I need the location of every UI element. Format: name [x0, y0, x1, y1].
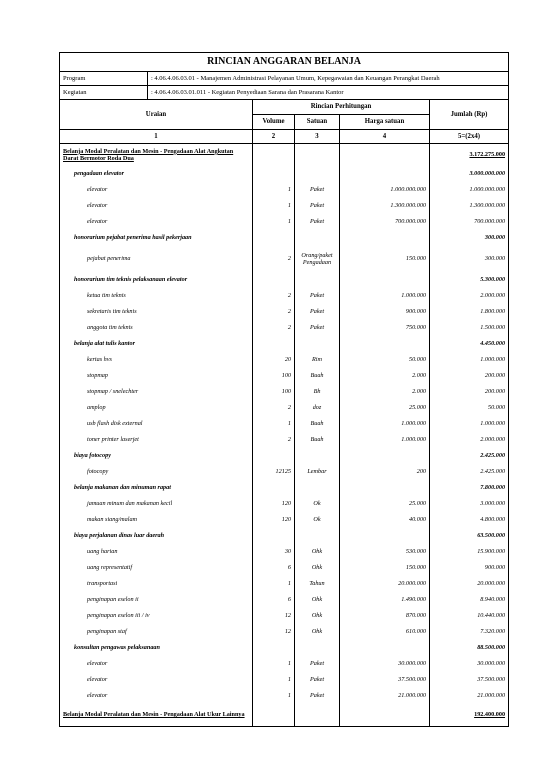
header-volume: Volume [253, 115, 295, 130]
item-label: ketua tim teknis [60, 288, 253, 304]
item-label: anggota tim teknis [60, 320, 253, 336]
item-total: 10.440.000 [430, 608, 509, 624]
item-label: uang representatif [60, 560, 253, 576]
table-row [60, 246, 509, 272]
item-label: elevator [60, 198, 253, 214]
item-satuan: Lembar [295, 464, 340, 480]
item-satuan: Ohk [295, 624, 340, 640]
colnum-2: 2 [253, 130, 295, 144]
category-total: 2.425.000 [430, 448, 509, 464]
item-harga: 150.000 [340, 246, 430, 272]
item-total: 2.425.000 [430, 464, 509, 480]
item-volume: 2 [253, 320, 295, 336]
colnum-5: 5=(2x4) [430, 130, 509, 144]
table-row [60, 182, 509, 198]
table-row [60, 624, 509, 640]
category-label: belanja makanan dan minuman rapat [60, 480, 253, 496]
header-uraian: Uraian [60, 100, 253, 130]
category-row [60, 448, 509, 464]
table-row [60, 576, 509, 592]
volume-cell [253, 528, 295, 544]
item-label: fotocopy [60, 464, 253, 480]
satuan-cell [295, 144, 340, 167]
volume-cell [253, 480, 295, 496]
item-label: penginapan staf [60, 624, 253, 640]
item-label: kertas hvs [60, 352, 253, 368]
item-label: elevator [60, 688, 253, 704]
table-row [60, 512, 509, 528]
item-volume: 12 [253, 624, 295, 640]
item-harga: 20.000.000 [340, 576, 430, 592]
item-total: 200.000 [430, 368, 509, 384]
satuan-cell [295, 704, 340, 727]
item-harga: 900.000 [340, 304, 430, 320]
item-volume: 1 [253, 182, 295, 198]
section-row [60, 144, 509, 167]
harga-cell [340, 528, 430, 544]
volume-cell [253, 272, 295, 288]
section-label: Belanja Modal Peralatan dan Mesin - Pengadaan Alat Ukur Lainnya [60, 704, 253, 727]
section-label: Belanja Modal Peralatan dan Mesin - Pengadaan Alat Angkutan Darat Bermotor Roda Dua [60, 144, 253, 167]
table-row [60, 288, 509, 304]
category-total: 300.000 [430, 230, 509, 246]
item-label: amplop [60, 400, 253, 416]
item-volume: 2 [253, 246, 295, 272]
table-row [60, 432, 509, 448]
item-satuan: Paket [295, 182, 340, 198]
item-total: 8.940.000 [430, 592, 509, 608]
item-label: jamuan minum dan makanan kecil [60, 496, 253, 512]
volume-cell [253, 166, 295, 182]
item-label: penginapan eselon ii [60, 592, 253, 608]
item-volume: 100 [253, 384, 295, 400]
item-label: elevator [60, 182, 253, 198]
category-row [60, 480, 509, 496]
item-harga: 1.000.000 [340, 432, 430, 448]
item-satuan: Ok [295, 512, 340, 528]
budget-document [59, 52, 508, 727]
item-volume: 2 [253, 400, 295, 416]
header-rincian: Rincian Perhitungan [253, 100, 430, 115]
item-total: 2.000.000 [430, 288, 509, 304]
kegiatan-label: Kegiatan [60, 86, 148, 100]
item-harga: 2.000 [340, 368, 430, 384]
section-total: 3.172.275.000 [430, 144, 509, 167]
category-total: 63.500.000 [430, 528, 509, 544]
item-harga: 700.000.000 [340, 214, 430, 230]
satuan-cell [295, 640, 340, 656]
item-total: 1.000.000 [430, 416, 509, 432]
item-harga: 1.000.000.000 [340, 182, 430, 198]
category-row [60, 230, 509, 246]
item-satuan: Paket [295, 304, 340, 320]
harga-cell [340, 230, 430, 246]
item-volume: 100 [253, 368, 295, 384]
item-harga: 1.300.000.000 [340, 198, 430, 214]
item-satuan: Paket [295, 214, 340, 230]
item-satuan: Buah [295, 416, 340, 432]
document-title: RINCIAN ANGGARAN BELANJA [60, 53, 509, 72]
item-harga: 870.000 [340, 608, 430, 624]
item-volume: 1 [253, 198, 295, 214]
item-volume: 1 [253, 656, 295, 672]
category-row [60, 272, 509, 288]
satuan-cell [295, 272, 340, 288]
item-total: 7.320.000 [430, 624, 509, 640]
harga-cell [340, 272, 430, 288]
header-satuan: Satuan [295, 115, 340, 130]
table-row [60, 416, 509, 432]
section-total: 192.400.000 [430, 704, 509, 727]
table-row [60, 214, 509, 230]
item-satuan: Ok [295, 496, 340, 512]
item-label: usb flash disk external [60, 416, 253, 432]
table-row [60, 544, 509, 560]
category-label: honorarium tim teknis pelaksanaan elevator [60, 272, 253, 288]
item-total: 15.900.000 [430, 544, 509, 560]
item-total: 20.000.000 [430, 576, 509, 592]
item-volume: 1 [253, 688, 295, 704]
colnum-1: 1 [60, 130, 253, 144]
item-volume: 20 [253, 352, 295, 368]
table-row [60, 496, 509, 512]
item-total: 1.500.000 [430, 320, 509, 336]
table-row [60, 560, 509, 576]
item-label: penginapan eselon iii / iv [60, 608, 253, 624]
item-harga: 2.000 [340, 384, 430, 400]
category-label: konsultan pengawas pelaksanaan [60, 640, 253, 656]
kegiatan-value: : 4.06.4.06.03.01.011 - Kegiatan Penyediaan Sarana dan Prasarana Kantor [148, 86, 509, 100]
category-label: pengadaan elevator [60, 166, 253, 182]
header-harga: Harga satuan [340, 115, 430, 130]
item-volume: 12 [253, 608, 295, 624]
category-total: 88.500.000 [430, 640, 509, 656]
item-volume: 120 [253, 512, 295, 528]
category-label: biaya fotocopy [60, 448, 253, 464]
volume-cell [253, 144, 295, 167]
program-value: : 4.06.4.06.03.01 - Manajemen Administrasi Pelayanan Umum, Kepegawaian dan Keuangan Perangkat Daerah [148, 72, 509, 86]
item-satuan: Paket [295, 672, 340, 688]
item-label: stopmap [60, 368, 253, 384]
volume-cell [253, 704, 295, 727]
item-total: 4.800.000 [430, 512, 509, 528]
item-volume: 30 [253, 544, 295, 560]
category-row [60, 336, 509, 352]
budget-rows [60, 144, 509, 727]
item-total: 300.000 [430, 246, 509, 272]
item-total: 1.300.000.000 [430, 198, 509, 214]
item-volume: 120 [253, 496, 295, 512]
item-harga: 200 [340, 464, 430, 480]
category-row [60, 528, 509, 544]
item-harga: 1.490.000 [340, 592, 430, 608]
item-label: stopmap / snelechter [60, 384, 253, 400]
item-label: elevator [60, 214, 253, 230]
item-total: 1.000.000.000 [430, 182, 509, 198]
table-row [60, 400, 509, 416]
satuan-cell [295, 528, 340, 544]
category-total: 3.000.000.000 [430, 166, 509, 182]
item-label: toner printer laserjet [60, 432, 253, 448]
category-total: 7.800.000 [430, 480, 509, 496]
satuan-cell [295, 336, 340, 352]
table-row [60, 384, 509, 400]
item-volume: 2 [253, 432, 295, 448]
table-row [60, 198, 509, 214]
item-volume: 2 [253, 304, 295, 320]
harga-cell [340, 704, 430, 727]
item-volume: 1 [253, 672, 295, 688]
volume-cell [253, 230, 295, 246]
table-row [60, 656, 509, 672]
harga-cell [340, 166, 430, 182]
satuan-cell [295, 166, 340, 182]
item-harga: 25.000 [340, 496, 430, 512]
item-volume: 6 [253, 592, 295, 608]
item-harga: 750.000 [340, 320, 430, 336]
item-satuan: Ohk [295, 592, 340, 608]
item-satuan: Buah [295, 368, 340, 384]
item-label: elevator [60, 656, 253, 672]
item-total: 37.500.000 [430, 672, 509, 688]
item-label: sekretaris tim teknis [60, 304, 253, 320]
item-satuan: Paket [295, 198, 340, 214]
item-total: 1.800.000 [430, 304, 509, 320]
item-total: 700.000.000 [430, 214, 509, 230]
item-total: 2.000.000 [430, 432, 509, 448]
table-row [60, 304, 509, 320]
item-label: elevator [60, 672, 253, 688]
item-total: 3.000.000 [430, 496, 509, 512]
table-row [60, 368, 509, 384]
item-satuan: Buah [295, 432, 340, 448]
item-harga: 40.000 [340, 512, 430, 528]
item-harga: 1.000.000 [340, 416, 430, 432]
satuan-cell [295, 230, 340, 246]
item-label: makan siang/malam [60, 512, 253, 528]
item-satuan: Paket [295, 688, 340, 704]
colnum-4: 4 [340, 130, 430, 144]
item-harga: 30.000.000 [340, 656, 430, 672]
item-volume: 1 [253, 576, 295, 592]
item-volume: 1 [253, 416, 295, 432]
item-total: 200.000 [430, 384, 509, 400]
category-total: 4.450.000 [430, 336, 509, 352]
table-row [60, 592, 509, 608]
item-satuan: Ohk [295, 544, 340, 560]
item-satuan: Paket [295, 320, 340, 336]
item-total: 21.000.000 [430, 688, 509, 704]
harga-cell [340, 480, 430, 496]
table-row [60, 672, 509, 688]
category-label: biaya perjalanan dinas luar daerah [60, 528, 253, 544]
item-harga: 1.000.000 [340, 288, 430, 304]
harga-cell [340, 144, 430, 167]
item-volume: 12125 [253, 464, 295, 480]
volume-cell [253, 640, 295, 656]
satuan-cell [295, 448, 340, 464]
volume-cell [253, 336, 295, 352]
item-total: 30.000.000 [430, 656, 509, 672]
table-row [60, 352, 509, 368]
item-harga: 150.000 [340, 560, 430, 576]
table-row [60, 320, 509, 336]
item-harga: 37.500.000 [340, 672, 430, 688]
item-satuan: Paket [295, 656, 340, 672]
item-total: 1.000.000 [430, 352, 509, 368]
budget-table [59, 52, 509, 727]
item-label: pejabat penerima [60, 246, 253, 272]
item-harga: 50.000 [340, 352, 430, 368]
category-label: belanja alat tulis kantor [60, 336, 253, 352]
category-label: honorarium pejabat penerima hasil pekerjaan [60, 230, 253, 246]
item-satuan: Ohk [295, 608, 340, 624]
harga-cell [340, 640, 430, 656]
item-satuan: doz [295, 400, 340, 416]
category-row [60, 640, 509, 656]
volume-cell [253, 448, 295, 464]
table-row [60, 688, 509, 704]
item-harga: 25.000 [340, 400, 430, 416]
harga-cell [340, 336, 430, 352]
item-volume: 2 [253, 288, 295, 304]
item-satuan: Bh [295, 384, 340, 400]
harga-cell [340, 448, 430, 464]
item-total: 900.000 [430, 560, 509, 576]
item-satuan: Rim [295, 352, 340, 368]
program-label: Program [60, 72, 148, 86]
item-satuan: Orang/paket Pengadaan [295, 246, 340, 272]
item-volume: 1 [253, 214, 295, 230]
item-total: 50.000 [430, 400, 509, 416]
table-row [60, 608, 509, 624]
satuan-cell [295, 480, 340, 496]
section-row [60, 704, 509, 727]
item-label: transportasi [60, 576, 253, 592]
item-satuan: Paket [295, 288, 340, 304]
item-label: uang harian [60, 544, 253, 560]
item-volume: 6 [253, 560, 295, 576]
item-harga: 610.000 [340, 624, 430, 640]
header-jumlah: Jumlah (Rp) [430, 100, 509, 130]
category-row [60, 166, 509, 182]
category-total: 5.300.000 [430, 272, 509, 288]
table-row [60, 464, 509, 480]
item-satuan: Ohk [295, 560, 340, 576]
colnum-3: 3 [295, 130, 340, 144]
item-harga: 530.000 [340, 544, 430, 560]
item-satuan: Tahun [295, 576, 340, 592]
item-harga: 21.000.000 [340, 688, 430, 704]
